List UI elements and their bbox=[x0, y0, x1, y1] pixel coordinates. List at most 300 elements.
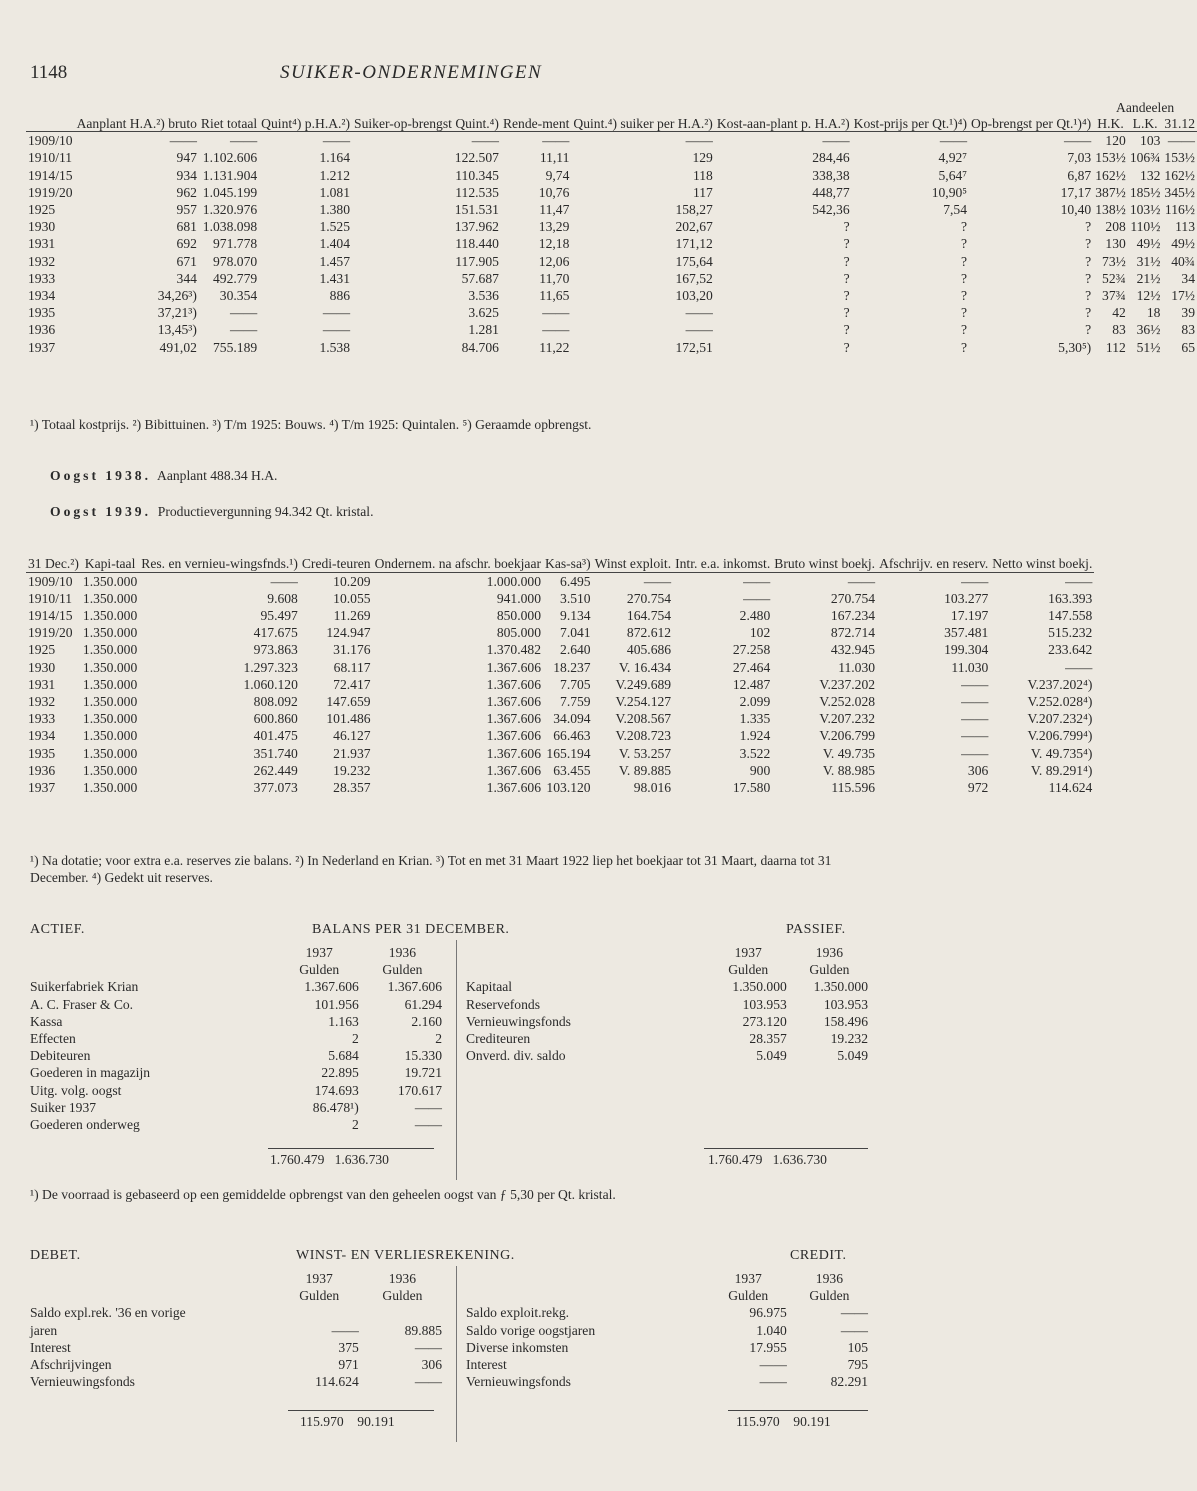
table-cell: 934 bbox=[176, 167, 197, 183]
table-cell: 515.232 bbox=[1048, 625, 1093, 641]
table-cell: 1931 bbox=[28, 676, 56, 692]
table-cell: 171,12 bbox=[675, 236, 713, 252]
table-cell: 11,22 bbox=[539, 339, 570, 355]
account-value-1936: 5.049 bbox=[837, 1048, 868, 1064]
table-cell: 306 bbox=[967, 762, 989, 778]
table-cell: 1.457 bbox=[319, 253, 351, 269]
table-cell: ? bbox=[843, 322, 850, 338]
table-cell: 1914/15 bbox=[28, 167, 73, 183]
table-cell: —— bbox=[471, 133, 499, 149]
passief-totals bbox=[708, 1152, 827, 1168]
table-cell: V.208.723 bbox=[615, 728, 672, 744]
table-row bbox=[26, 607, 1094, 624]
table-cell: 7,54 bbox=[943, 202, 968, 217]
column-header: Kapi-taal bbox=[81, 556, 139, 572]
table-cell: ? bbox=[1085, 305, 1092, 321]
account-value-1936: 795 bbox=[847, 1357, 868, 1373]
spacer-cell bbox=[464, 1287, 708, 1304]
spacer-cell bbox=[199, 100, 259, 116]
table-cell: 4,92⁷ bbox=[938, 150, 968, 166]
table-cell: 492.779 bbox=[212, 270, 258, 286]
account-label: Goederen in magazijn bbox=[30, 1065, 151, 1081]
table-cell: 163.393 bbox=[1048, 590, 1093, 606]
account-value-1937: 5.684 bbox=[328, 1048, 359, 1064]
table-cell: 542,36 bbox=[812, 202, 850, 217]
table-cell: 405.686 bbox=[626, 642, 672, 658]
table-cell: 1.525 bbox=[319, 219, 351, 235]
account-value-1936: 2 bbox=[435, 1031, 442, 1047]
table-cell: 3.625 bbox=[468, 305, 499, 321]
table-cell: 1.350.000 bbox=[82, 625, 138, 641]
table-cell: V.252.028 bbox=[819, 694, 876, 710]
table-cell: 1.320.976 bbox=[202, 202, 258, 217]
table-cell: 124.947 bbox=[326, 625, 371, 641]
table-cell: 103½ bbox=[1129, 202, 1161, 217]
account-value-1937: —— bbox=[759, 1357, 787, 1373]
table-cell: —— bbox=[1065, 573, 1093, 589]
table-cell: 1.297.323 bbox=[243, 659, 298, 675]
table-cell: 106¾ bbox=[1129, 150, 1161, 166]
table-cell: 72.417 bbox=[333, 676, 371, 692]
table-cell: ? bbox=[843, 339, 850, 355]
table-cell: ? bbox=[960, 339, 968, 355]
table-row bbox=[26, 167, 1197, 184]
credit-total-1936: 90.191 bbox=[793, 1414, 831, 1429]
table-cell: 284,46 bbox=[812, 150, 850, 166]
table-cell: 21.937 bbox=[333, 745, 371, 761]
table-cell: —— bbox=[229, 133, 258, 149]
table-cell: 1.431 bbox=[319, 270, 351, 286]
production-footnote: ¹) Totaal kostprijs. ²) Bibittuinen. ³) T/m 1925: Bouws. ⁴) T/m 1925: Quintalen. ⁵) Geraamde opbrengst. bbox=[30, 417, 592, 432]
account-label: Interest bbox=[466, 1357, 507, 1373]
account-value-1937: 375 bbox=[338, 1339, 359, 1355]
table-cell: 1937 bbox=[28, 339, 56, 355]
account-value-1936: 19.721 bbox=[404, 1065, 442, 1081]
credit-table bbox=[464, 1270, 870, 1390]
table-cell: —— bbox=[961, 728, 989, 744]
account-value-1936: —— bbox=[840, 1322, 868, 1338]
table-cell: 1.335 bbox=[739, 711, 771, 727]
table-cell: 1.367.606 bbox=[486, 728, 542, 744]
table-cell: 2.640 bbox=[560, 642, 591, 658]
table-cell: 2.480 bbox=[739, 608, 771, 623]
account-value-1936: 61.294 bbox=[404, 996, 442, 1012]
table-cell: —— bbox=[743, 590, 771, 606]
debet-total-line bbox=[288, 1410, 434, 1411]
spacer-cell bbox=[26, 100, 75, 116]
table-cell: 1.404 bbox=[319, 236, 351, 252]
table-cell: 13,29 bbox=[538, 219, 570, 235]
table-cell: —— bbox=[542, 305, 570, 321]
table-cell: 17,17 bbox=[1060, 184, 1092, 200]
table-cell: V. 16.434 bbox=[618, 659, 672, 675]
table-cell: 34.094 bbox=[553, 711, 591, 727]
table-cell: 1.380 bbox=[319, 202, 351, 217]
account-value-1937: —— bbox=[331, 1322, 359, 1338]
unit-1937: Gulden bbox=[299, 1288, 340, 1304]
table-cell: 110.345 bbox=[455, 167, 499, 183]
unit-1936: Gulden bbox=[382, 962, 423, 978]
table-cell: 10,76 bbox=[538, 184, 570, 200]
table-row bbox=[26, 572, 1094, 590]
table-cell: ? bbox=[960, 236, 968, 252]
table-row bbox=[26, 624, 1094, 641]
table-cell: V.206.799⁴) bbox=[1027, 728, 1093, 744]
account-label: Crediteuren bbox=[466, 1031, 531, 1047]
table-cell: 9.608 bbox=[267, 590, 298, 606]
table-cell: 344 bbox=[176, 270, 197, 286]
account-value-1936: 170.617 bbox=[397, 1082, 442, 1098]
account-row bbox=[28, 1047, 444, 1064]
column-header: Credi-teuren bbox=[301, 556, 371, 571]
table-cell: 12.487 bbox=[732, 676, 771, 692]
table-cell: 137.962 bbox=[454, 219, 499, 235]
table-cell: 377.073 bbox=[253, 780, 298, 796]
year-1936: 1936 bbox=[815, 945, 843, 960]
table-cell: 972 bbox=[967, 780, 989, 796]
table-cell: 7,03 bbox=[1067, 150, 1092, 166]
table-cell: 1933 bbox=[28, 270, 56, 286]
table-cell: 1.350.000 bbox=[82, 608, 138, 623]
table-cell: 338,38 bbox=[812, 167, 850, 183]
table-cell: 973.863 bbox=[253, 642, 298, 658]
account-row bbox=[28, 978, 444, 995]
account-row bbox=[28, 1013, 444, 1030]
table-cell: V.237.202 bbox=[819, 676, 876, 692]
account-value-1936: 1.350.000 bbox=[813, 979, 868, 995]
table-cell: 1.350.000 bbox=[82, 642, 138, 658]
table-cell: 10,40 bbox=[1060, 202, 1092, 217]
table-row bbox=[26, 339, 1197, 356]
column-header: Riet totaal bbox=[200, 115, 258, 131]
spacer-cell bbox=[28, 1270, 278, 1287]
account-row bbox=[464, 1304, 870, 1321]
account-label: Debiteuren bbox=[30, 1048, 91, 1064]
table-cell: 491,02 bbox=[159, 339, 197, 355]
account-value-1936: 158.496 bbox=[823, 1013, 868, 1029]
account-row bbox=[28, 1082, 444, 1099]
account-row bbox=[464, 1356, 870, 1373]
table-cell: 401.475 bbox=[253, 728, 298, 744]
table-cell: ? bbox=[960, 253, 968, 269]
account-label: Suiker 1937 bbox=[30, 1099, 97, 1115]
account-row bbox=[464, 1030, 870, 1047]
account-value-1936: —— bbox=[414, 1099, 442, 1115]
table-cell: 1.164 bbox=[319, 150, 351, 166]
passief-title: PASSIEF. bbox=[786, 922, 846, 937]
year-1937: 1937 bbox=[305, 1271, 333, 1286]
table-cell: 1936 bbox=[28, 322, 56, 338]
table-cell: ? bbox=[960, 305, 968, 321]
table-row bbox=[26, 779, 1094, 796]
account-value-1937: 971 bbox=[338, 1357, 359, 1373]
table-cell: 153½ bbox=[1095, 150, 1126, 166]
table-cell: 202,67 bbox=[675, 219, 713, 235]
table-cell: 31.176 bbox=[333, 642, 371, 658]
table-cell: 805.000 bbox=[496, 625, 542, 641]
table-cell: ? bbox=[843, 236, 850, 252]
account-row bbox=[28, 1030, 444, 1047]
table-cell: —— bbox=[322, 305, 351, 321]
account-value-1936: —— bbox=[414, 1117, 442, 1133]
table-row bbox=[26, 270, 1197, 287]
table-cell: 1.212 bbox=[319, 167, 351, 183]
table-row bbox=[26, 149, 1197, 166]
account-label: Kapitaal bbox=[466, 979, 513, 995]
account-row bbox=[464, 1013, 870, 1030]
table-cell: —— bbox=[822, 133, 850, 149]
table-cell: —— bbox=[1167, 133, 1195, 149]
table-cell: 102 bbox=[749, 625, 771, 641]
table-cell: ? bbox=[1085, 322, 1092, 338]
table-cell: 11.030 bbox=[838, 659, 876, 675]
table-row bbox=[26, 693, 1094, 710]
table-cell: 10.055 bbox=[333, 590, 371, 606]
table-cell: —— bbox=[685, 305, 713, 321]
table-cell: 692 bbox=[176, 236, 197, 252]
table-cell: 11,47 bbox=[539, 202, 570, 217]
table-row bbox=[26, 590, 1094, 607]
table-cell: 103 bbox=[1140, 133, 1161, 149]
oogst-1939-label: Oogst 1939. bbox=[50, 504, 151, 519]
account-label: Diverse inkomsten bbox=[466, 1339, 569, 1355]
table-cell: 448,77 bbox=[812, 184, 850, 200]
credit-title: CREDIT. bbox=[790, 1248, 847, 1263]
spacer-cell bbox=[852, 100, 969, 116]
table-cell: 57.687 bbox=[461, 270, 499, 286]
table-cell: 11,11 bbox=[539, 150, 570, 166]
table-cell: 40¾ bbox=[1171, 253, 1195, 269]
account-label: Goederen onderweg bbox=[30, 1117, 140, 1133]
credit-total-line bbox=[728, 1410, 868, 1411]
table-cell: ? bbox=[1085, 236, 1092, 252]
table-row bbox=[26, 710, 1094, 727]
table-cell: 1.350.000 bbox=[82, 694, 138, 710]
oogst-1939-text: Productievergunning 94.342 Qt. kristal. bbox=[157, 504, 374, 519]
table-row bbox=[26, 218, 1197, 235]
account-value-1936: 89.885 bbox=[404, 1322, 442, 1338]
table-cell: 417.675 bbox=[253, 625, 298, 641]
actief-total-line bbox=[268, 1148, 434, 1149]
table-cell: ? bbox=[960, 322, 968, 338]
table-cell: 1.102.606 bbox=[202, 150, 258, 166]
column-header: Op-brengst per Qt.¹)⁴) bbox=[971, 115, 1092, 131]
table-cell: V. 49.735⁴) bbox=[1030, 745, 1093, 761]
table-cell: —— bbox=[961, 694, 989, 710]
table-cell: 1930 bbox=[28, 659, 56, 675]
table-cell: 167.234 bbox=[830, 608, 876, 623]
table-row bbox=[26, 235, 1197, 252]
table-cell: 101.486 bbox=[326, 711, 371, 727]
account-row bbox=[464, 996, 870, 1013]
table-cell: V. 89.291⁴) bbox=[1030, 762, 1093, 778]
table-cell: 52¾ bbox=[1102, 270, 1126, 286]
table-cell: 1.350.000 bbox=[82, 728, 138, 744]
table-cell: —— bbox=[542, 322, 570, 338]
account-value-1937: 174.693 bbox=[314, 1082, 359, 1098]
column-header bbox=[26, 116, 75, 132]
table-cell: 1934 bbox=[28, 288, 56, 304]
table-cell: 31½ bbox=[1136, 253, 1161, 269]
spacer-cell bbox=[715, 100, 852, 116]
account-row bbox=[28, 1116, 444, 1133]
account-value-1936: 2.160 bbox=[411, 1013, 442, 1029]
table-cell: 46.127 bbox=[333, 728, 371, 744]
table-cell: 1910/11 bbox=[28, 590, 73, 606]
account-label: Effecten bbox=[30, 1031, 76, 1047]
account-value-1937: 5.049 bbox=[756, 1048, 787, 1064]
account-label: Reservefonds bbox=[466, 996, 540, 1012]
account-value-1936: 103.953 bbox=[823, 996, 868, 1012]
table-cell: 110½ bbox=[1130, 219, 1161, 235]
table-row bbox=[26, 184, 1197, 201]
table-cell: ? bbox=[843, 305, 850, 321]
column-header: Intr. e.a. inkomst. bbox=[675, 556, 771, 571]
table-cell: —— bbox=[1064, 133, 1092, 149]
column-header: Suiker-op-brengst Quint.⁴) bbox=[354, 115, 499, 131]
table-cell: 112.535 bbox=[455, 184, 499, 200]
table-cell: —— bbox=[643, 573, 672, 589]
account-value-1937: 273.120 bbox=[742, 1013, 787, 1029]
balans-footnote: ¹) De voorraad is gebaseerd op een gemiddelde opbrengst van den geheelen oogst van ƒ 5,30 per Qt. kristal. bbox=[30, 1187, 616, 1202]
year-1936: 1936 bbox=[815, 1271, 843, 1286]
page-number: 1148 bbox=[30, 62, 68, 83]
table-cell: —— bbox=[961, 745, 989, 761]
spacer-cell bbox=[464, 944, 708, 961]
passief-table bbox=[464, 944, 870, 1064]
column-header: H.K. bbox=[1093, 116, 1128, 132]
table-cell: 1932 bbox=[28, 253, 56, 269]
table-cell: 34,26³) bbox=[157, 288, 197, 304]
spacer-cell bbox=[28, 944, 278, 961]
table-cell: 962 bbox=[176, 184, 197, 200]
table-cell: 9,74 bbox=[545, 167, 570, 183]
table-cell: 1919/20 bbox=[28, 184, 73, 200]
debet-total-1937: 115.970 bbox=[300, 1414, 344, 1429]
table-row bbox=[26, 253, 1197, 270]
account-value-1936: 306 bbox=[421, 1357, 442, 1373]
table-cell: 151.531 bbox=[454, 202, 499, 217]
table-cell: 132 bbox=[1140, 167, 1161, 183]
account-label: Vernieuwingsfonds bbox=[30, 1374, 135, 1390]
table-cell: 118.440 bbox=[455, 236, 499, 252]
balans-title: BALANS PER 31 DECEMBER. bbox=[312, 922, 510, 937]
table-cell: 37¾ bbox=[1102, 288, 1126, 304]
spacer-cell bbox=[501, 100, 571, 116]
table-cell: 1934 bbox=[28, 728, 56, 744]
account-value-1937: 22.895 bbox=[321, 1065, 359, 1081]
actief-title: ACTIEF. bbox=[30, 922, 85, 937]
table-cell: 7.759 bbox=[560, 694, 591, 710]
account-value-1936 bbox=[361, 1304, 444, 1321]
table-cell: 1.045.199 bbox=[202, 184, 258, 200]
account-value-1936: —— bbox=[414, 1339, 442, 1355]
column-header: Ondernem. na afschr. boekjaar bbox=[374, 556, 542, 571]
actief-table bbox=[28, 944, 444, 1133]
table-cell: 112 bbox=[1105, 339, 1126, 355]
table-cell: 13,45³) bbox=[157, 322, 197, 338]
column-header: L.K. bbox=[1128, 116, 1163, 132]
table-cell: 185½ bbox=[1129, 184, 1161, 200]
column-header: Kas-sa³) bbox=[545, 556, 591, 571]
table-row bbox=[26, 132, 1197, 150]
account-value-1937 bbox=[278, 1304, 361, 1321]
account-label: Suikerfabriek Krian bbox=[30, 979, 139, 995]
passief-total-1937: 1.760.479 bbox=[708, 1152, 763, 1167]
unit-1936: Gulden bbox=[809, 962, 850, 978]
table-cell: 1919/20 bbox=[28, 625, 73, 641]
table-cell: 11.030 bbox=[951, 659, 989, 675]
account-label: Saldo expl.rek. '36 en vorige bbox=[30, 1305, 186, 1321]
table-cell: 83 bbox=[1112, 322, 1126, 338]
account-label: A. C. Fraser & Co. bbox=[30, 996, 134, 1012]
account-label: Vernieuwingsfonds bbox=[466, 1374, 571, 1390]
table-cell: 42 bbox=[1112, 305, 1126, 321]
table-cell: 1933 bbox=[28, 711, 56, 727]
table-cell: 947 bbox=[176, 150, 197, 166]
table-cell: 7.041 bbox=[560, 625, 591, 641]
page-title: SUIKER-ONDERNEMINGEN bbox=[280, 62, 543, 83]
account-value-1936: 15.330 bbox=[404, 1048, 442, 1064]
table-cell: 1930 bbox=[28, 219, 56, 235]
table-cell: 18 bbox=[1146, 305, 1161, 321]
account-label: Afschrijvingen bbox=[30, 1357, 112, 1373]
table-cell: V.249.689 bbox=[615, 676, 672, 692]
table-cell: 671 bbox=[176, 253, 197, 269]
table-cell: —— bbox=[229, 305, 258, 321]
table-cell: V. 89.885 bbox=[618, 762, 672, 778]
table-cell: 5,64⁷ bbox=[938, 167, 968, 183]
table-cell: 6.495 bbox=[560, 573, 591, 589]
table-cell: ? bbox=[960, 288, 968, 304]
account-label: Saldo vorige oogstjaren bbox=[466, 1322, 596, 1338]
table-row bbox=[26, 641, 1094, 658]
column-header: Afschrijv. en reserv. bbox=[879, 556, 989, 571]
account-label: Interest bbox=[30, 1339, 71, 1355]
table-cell: 755.189 bbox=[212, 339, 258, 355]
table-cell: 351.740 bbox=[253, 745, 298, 761]
account-value-1936: —— bbox=[840, 1305, 868, 1321]
table-row bbox=[26, 201, 1197, 218]
column-header: Quint.⁴) suiker per H.A.²) bbox=[573, 115, 713, 131]
table-cell: V. 88.985 bbox=[822, 762, 876, 778]
account-value-1937: 1.040 bbox=[756, 1322, 787, 1338]
table-cell: V. 53.257 bbox=[618, 745, 672, 761]
table-cell: 27.464 bbox=[732, 659, 771, 675]
table-cell: 1.367.606 bbox=[486, 694, 542, 710]
table-cell: —— bbox=[322, 133, 351, 149]
table-cell: —— bbox=[743, 573, 771, 589]
account-row bbox=[28, 996, 444, 1013]
table-cell: 1935 bbox=[28, 305, 56, 321]
year-header-row bbox=[464, 944, 870, 961]
table-cell: 7.705 bbox=[560, 676, 591, 692]
table-cell: 39 bbox=[1181, 305, 1195, 321]
table-cell: 1.367.606 bbox=[486, 659, 542, 675]
account-value-1936: 19.232 bbox=[830, 1031, 868, 1047]
table-cell: 1.367.606 bbox=[486, 762, 542, 778]
table-cell: 10,90⁵ bbox=[931, 184, 968, 200]
oogst-1938-text: Aanplant 488.34 H.A. bbox=[157, 468, 278, 483]
debet-total-1936: 90.191 bbox=[357, 1414, 395, 1429]
table-cell: ? bbox=[1085, 288, 1092, 304]
table-cell: 117 bbox=[692, 184, 713, 200]
spacer-cell bbox=[464, 961, 708, 978]
table-cell: 12,06 bbox=[538, 253, 570, 269]
column-header: Res. en vernieu-wingsfnds.¹) bbox=[141, 556, 298, 571]
table-cell: 162½ bbox=[1095, 167, 1126, 183]
unit-1937: Gulden bbox=[299, 962, 340, 978]
